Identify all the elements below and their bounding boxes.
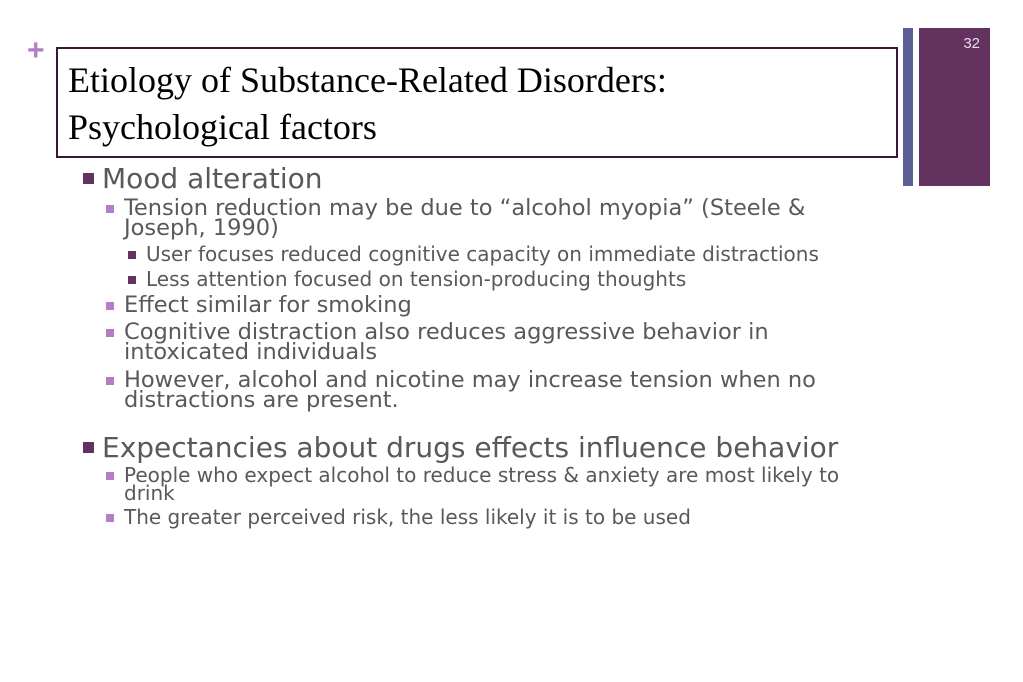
bullet-square-icon bbox=[128, 276, 136, 284]
bullet-tension-line-2: Joseph, 1990) bbox=[124, 215, 279, 241]
bullet-square-icon bbox=[83, 442, 94, 453]
bullet-however-line-1: However, alcohol and nicotine may increase tension when no bbox=[124, 367, 816, 393]
title-box bbox=[56, 47, 898, 158]
bullet-square-icon bbox=[106, 514, 114, 522]
plus-mark: + bbox=[27, 34, 45, 67]
bullet-square-icon bbox=[106, 205, 114, 213]
bullet-cognitive-line-1: Cognitive distraction also reduces aggressive behavior in bbox=[124, 319, 769, 345]
bullet-expectancies: Expectancies about drugs effects influence behavior bbox=[102, 431, 839, 464]
bullet-user-focuses: User focuses reduced cognitive capacity on immediate distractions bbox=[146, 242, 819, 266]
bullet-square-icon bbox=[128, 251, 136, 259]
slide-number-box bbox=[919, 28, 990, 186]
bullet-square-icon bbox=[83, 173, 94, 184]
bullet-square-icon bbox=[106, 329, 114, 337]
bullet-greater-risk: The greater perceived risk, the less likely it is to be used bbox=[124, 505, 691, 529]
slide-number: 32 bbox=[963, 35, 980, 52]
bullet-cognitive-line-2: intoxicated individuals bbox=[124, 339, 378, 365]
title-line-1: Etiology of Substance-Related Disorders: bbox=[68, 60, 667, 100]
bullet-effect-smoking: Effect similar for smoking bbox=[124, 292, 412, 318]
title-line-2: Psychological factors bbox=[68, 107, 377, 147]
bullet-less-attention: Less attention focused on tension-producing thoughts bbox=[146, 267, 687, 291]
accent-bar bbox=[903, 28, 913, 186]
bullet-square-icon bbox=[106, 302, 114, 310]
bullet-square-icon bbox=[106, 377, 114, 385]
bullet-tension-line-1: Tension reduction may be due to “alcohol myopia” (Steele & bbox=[124, 195, 806, 221]
bullet-people-line-2: drink bbox=[124, 481, 175, 505]
bullet-mood-alteration: Mood alteration bbox=[102, 162, 323, 195]
slide-title bbox=[68, 57, 667, 151]
bullet-however-line-2: distractions are present. bbox=[124, 387, 399, 413]
bullet-square-icon bbox=[106, 472, 114, 480]
bullet-people-line-1: People who expect alcohol to reduce stress & anxiety are most likely to bbox=[124, 463, 840, 487]
